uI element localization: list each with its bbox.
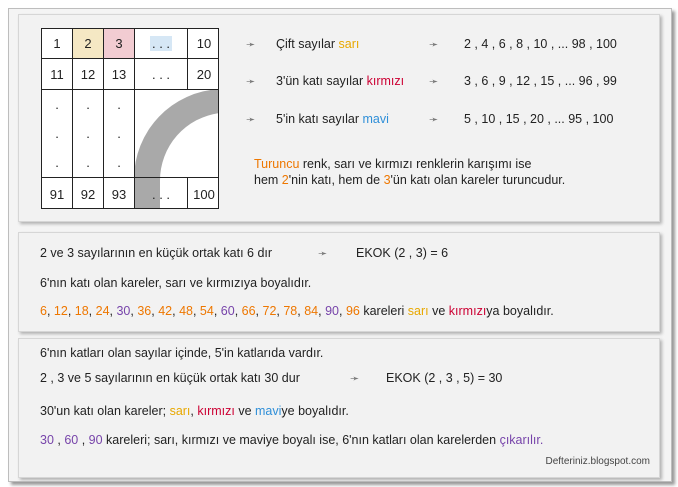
six-multiples-sentence: 6'nın katı olan kareler, sarı ve kırmızıya boyalıdır. [40, 276, 312, 290]
arrow-icon: ➛ [429, 76, 439, 88]
legend-five: 5'in katı sayılar mavi [276, 112, 389, 126]
grid-cell: 10 [188, 29, 219, 59]
grid-cell: 12 [73, 59, 104, 90]
grid-cell: 20 [188, 59, 219, 90]
arrow-icon: ➛ [318, 248, 328, 260]
grid-cell: 91 [42, 178, 73, 209]
arrow-icon: ➛ [429, 114, 439, 126]
grid-cell: 1 [42, 29, 73, 59]
arrow-icon: ➛ [246, 114, 256, 126]
multiple-value: 24 [95, 304, 110, 318]
section3-line1: 6'nın katları olan sayılar içinde, 5'in katlarıda vardır. [40, 346, 324, 360]
multiple-value: 54 [199, 304, 214, 318]
multiple-value: 6 [40, 304, 47, 318]
grid-cell: 13 [104, 59, 135, 90]
grid-cell: . . . [135, 178, 188, 209]
grid-cell: . . . [135, 59, 188, 90]
grid-cell: 93 [104, 178, 135, 209]
multiple-value: 84 [304, 304, 319, 318]
multiple-value: 42 [158, 304, 173, 318]
multiples-values: 6, 12, 18, 24, 30, 36, 42, 48, 54, 60, 66, 72, 78, 84, 90, 96 [40, 304, 360, 318]
arrow-icon: ➛ [429, 39, 439, 51]
multiple-value: 36 [137, 304, 152, 318]
multiple-value: 18 [74, 304, 89, 318]
legend-three-values: 3 , 6 , 9 , 12 , 15 , ... 96 , 99 [464, 74, 617, 88]
grid-cell-ellipsis: . . . [104, 90, 135, 178]
legend-even: Çift sayılar sarı [276, 37, 360, 51]
grid-cell-dots [135, 29, 188, 59]
grid-dots-blue: . . . [151, 36, 171, 51]
multiple-value: 60 [220, 304, 235, 318]
grid-cell: 11 [42, 59, 73, 90]
multiple-value: 72 [262, 304, 277, 318]
six-multiples-list: 6, 12, 18, 24, 30, 36, 42, 48, 54, 60, 66, 72, 78, 84, 90, 96 kareleri sarı ve kırmızıya boyalıdır. [40, 304, 554, 318]
section3-line3: 30'un katı olan kareler; sarı, kırmızı ve maviye boyalıdır. [40, 404, 349, 418]
legend-even-values: 2 , 4 , 6 , 8 , 10 , ... 98 , 100 [464, 37, 617, 51]
grid-cell: 92 [73, 178, 104, 209]
grid-cell-ellipsis: . . . [42, 90, 73, 178]
arrow-icon: ➛ [246, 76, 256, 88]
legend-three: 3'ün katı sayılar kırmızı [276, 74, 405, 88]
section3-line4: 30 , 60 , 90 kareleri; sarı, kırmızı ve maviye boyalı ise, 6'nın katları olan karelerden çıkarılır. [40, 433, 544, 447]
multiple-value: 90 [325, 304, 339, 318]
grid-cell: 100 [188, 178, 219, 209]
grid-cell-red: 3 [104, 29, 135, 59]
orange-note-line1: Turuncu renk, sarı ve kırmızı renklerin karışımı ise [254, 157, 532, 171]
footer-credit: Defteriniz.blogspot.com [545, 456, 650, 467]
grid-cell-yellow: 2 [73, 29, 104, 59]
ekok-two-three-five: EKOK (2 , 3 , 5) = 30 [386, 371, 503, 385]
multiple-value: 96 [345, 304, 360, 318]
section3-line2: 2 , 3 ve 5 sayılarının en küçük ortak katı 30 dur [40, 371, 300, 385]
arrow-icon: ➛ [350, 373, 360, 385]
ekok-two-three: EKOK (2 , 3) = 6 [356, 246, 449, 260]
grid-cell-ellipsis: . . . [73, 90, 104, 178]
multiple-value: 30 [116, 304, 131, 318]
orange-note-line2: hem 2'nin katı, hem de 3'ün katı olan kareler turuncudur. [254, 173, 566, 187]
lcm-sentence: 2 ve 3 sayılarının en küçük ortak katı 6 dır [40, 246, 273, 260]
legend-five-values: 5 , 10 , 15 , 20 , ... 95 , 100 [464, 112, 614, 126]
number-grid [41, 28, 219, 209]
arrow-icon: ➛ [246, 39, 256, 51]
grid-cell-empty [135, 90, 219, 178]
multiple-value: 78 [283, 304, 298, 318]
multiple-value: 12 [53, 304, 68, 318]
multiple-value: 66 [241, 304, 256, 318]
multiple-value: 48 [179, 304, 193, 318]
